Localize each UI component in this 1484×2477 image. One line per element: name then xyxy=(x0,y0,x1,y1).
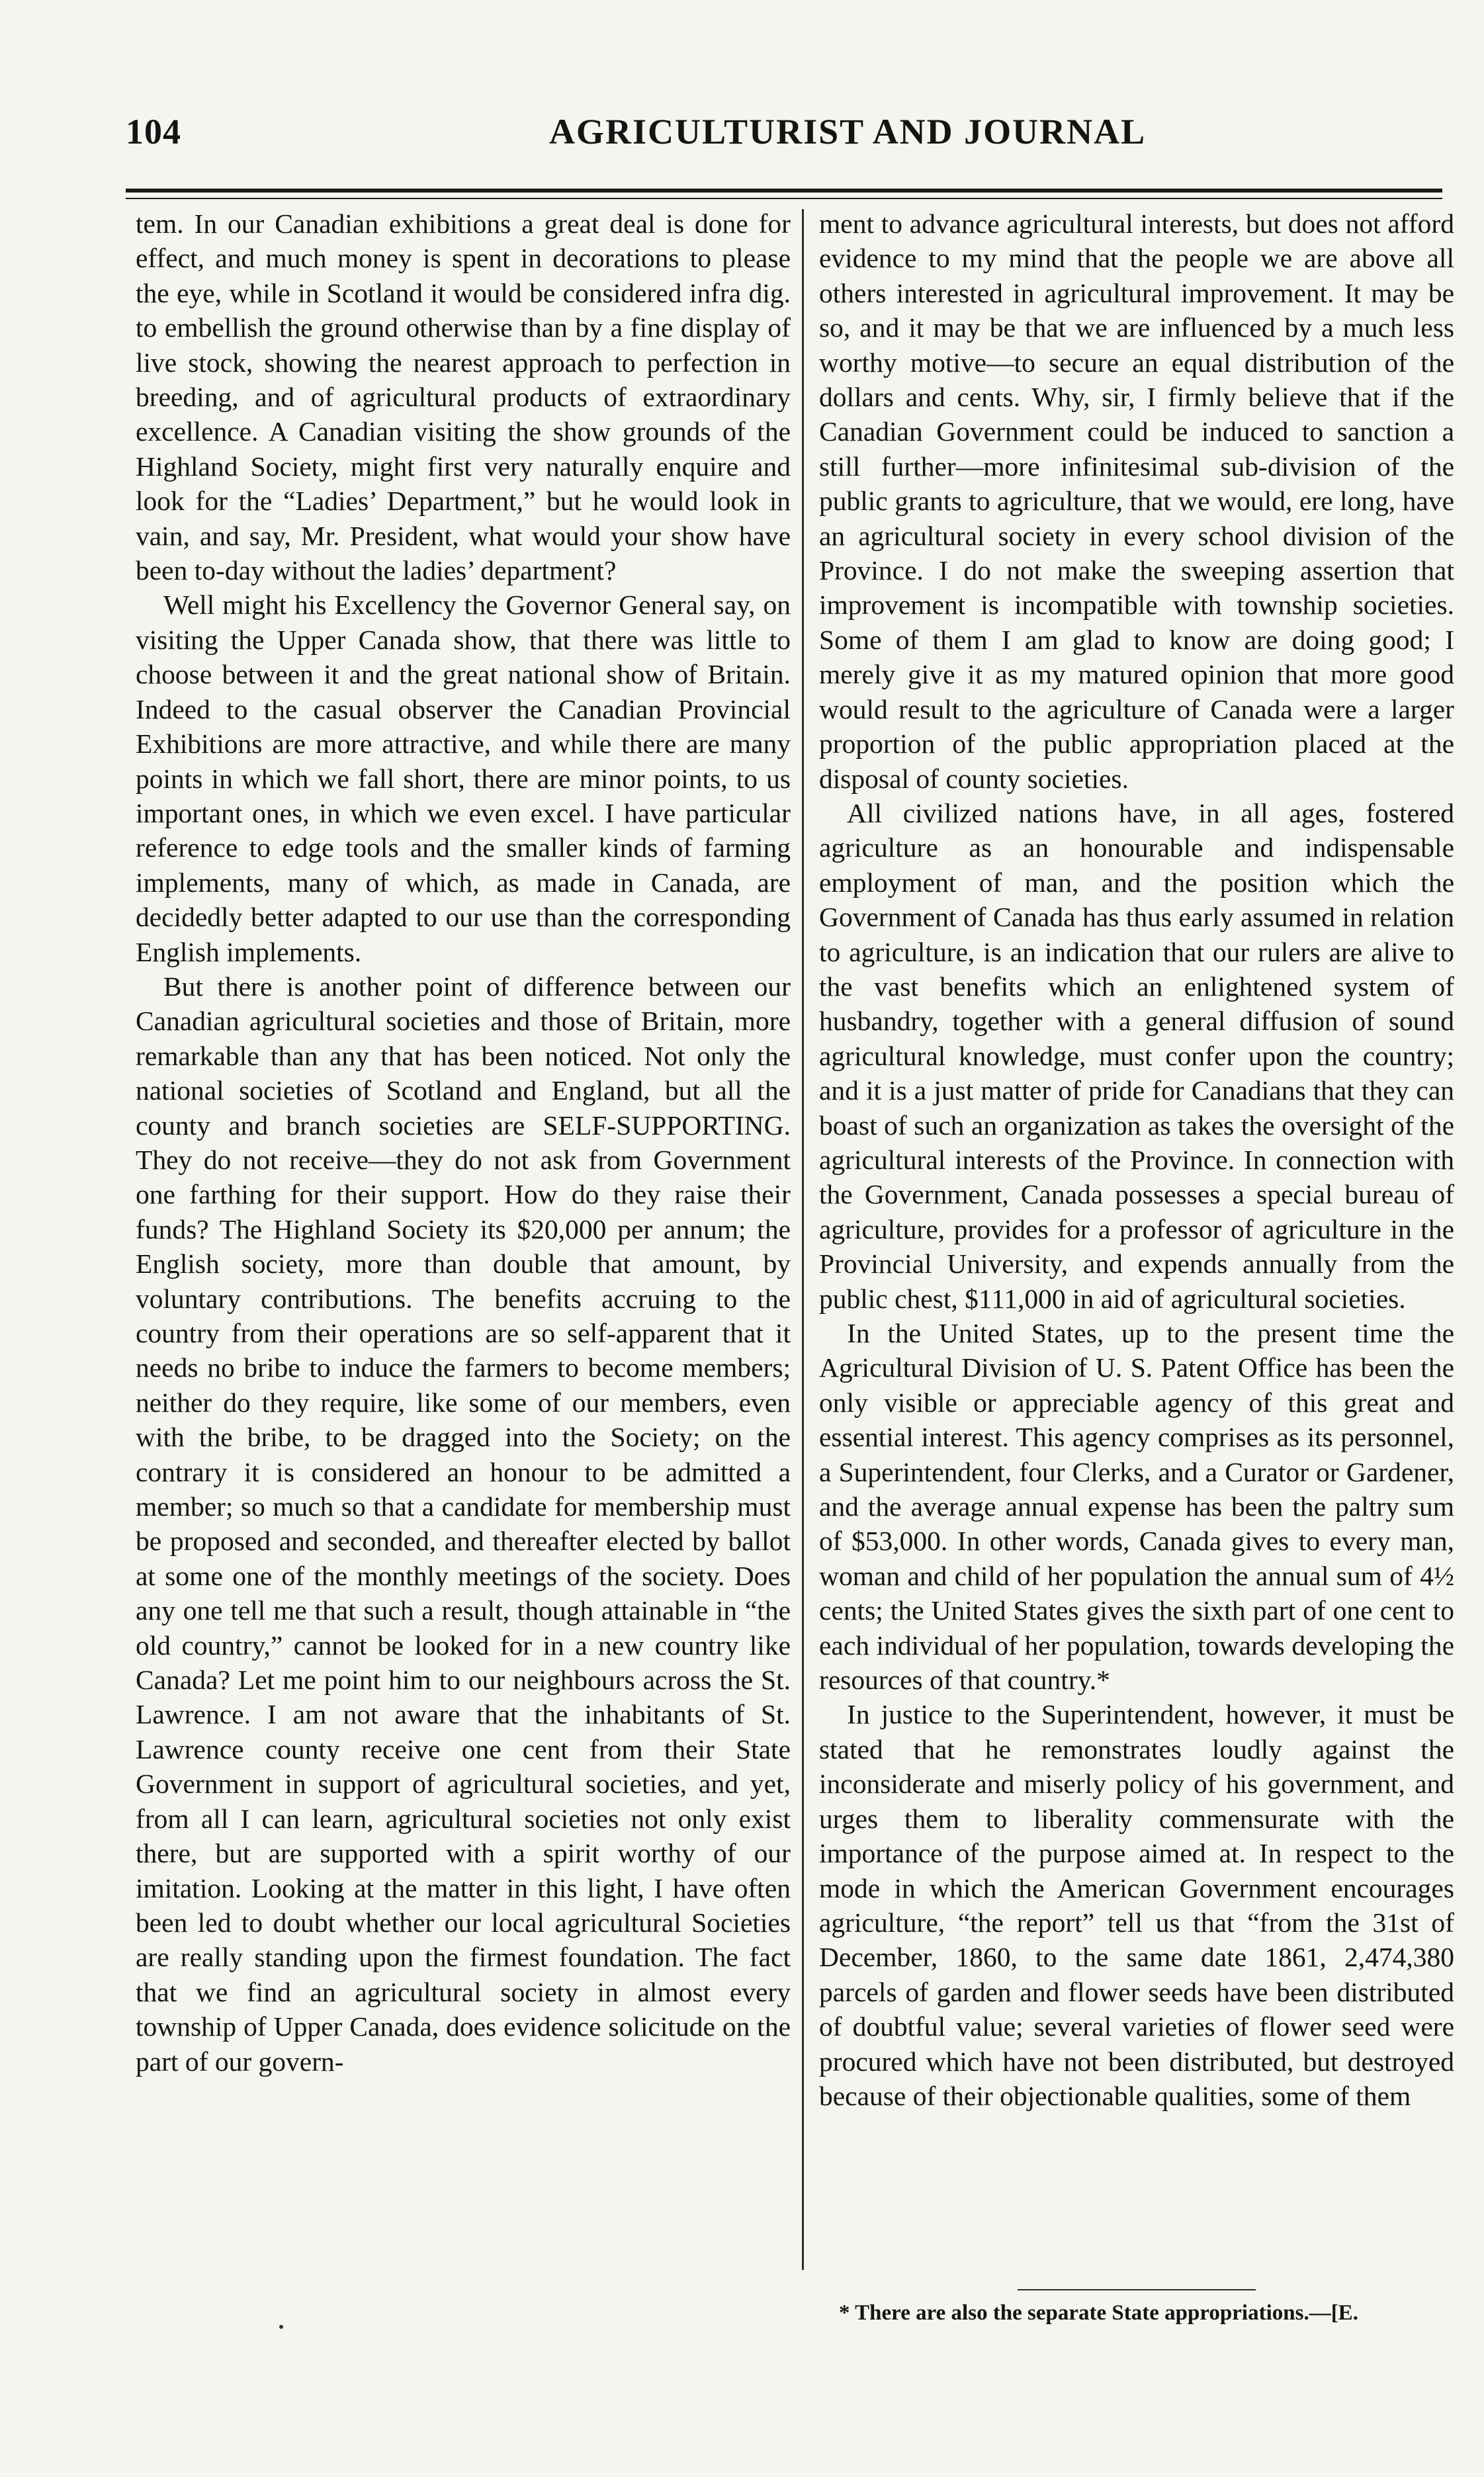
paragraph: Well might his Excellency the Governor General say, on visiting the Upper Canada show, that there was little to choose between it and the great national show of Britain. Indeed to the casual observer the Canadian Provincial Exhibitions are more attractive, and while there are many points in which we fall short, there are minor points, to us important ones, in which we even excel. I have particular reference to edge tools and the smaller kinds of farming implements, many of which, as made in Canada, are decidedly better adapted to our use than the corresponding English implements. xyxy=(136,589,791,967)
paragraph: But there is another point of difference between our Canadian agricultural societies and those of Britain, more remarkable than any that has been noticed. Not only the national societies of Scotland and England, but all the county and branch societies are SELF-SUPPORTING. They do not receive—they do not ask from Government one farthing for their support. How do they raise their funds? The Highland Society its $20,000 per annum; the English society, more than double that amount, by voluntary contributions. The benefits accruing to the country from their operations are so self-apparent that it needs no bribe to induce the farmers to become members; neither do they require, like some of our members, even with the bribe, to be dragged into the Society; on the contrary it is considered an honour to be admitted a member; so much so that a candidate for membership must be proposed and seconded, and thereafter elected by ballot at some one of the monthly meetings of the society. Does any one tell me that such a result, though attainable in “the old country,” cannot be looked for in a new country like Canada? Let me point him to our neighbours across the St. Lawrence. I am not aware that the inhabitants of St. Lawrence county receive one cent from their State Government in support of agricultural societies, and yet, from all I can learn, agricultural societies not only exist there, but are supported with a spirit worthy of our imitation. Looking at the matter in this light, I have often been led to doubt whether our local agricultural Societies are really standing upon the firmest foundation. The fact that we find an agricultural society in almost every township of Upper Canada, does evidence solicitude on the part of our govern- xyxy=(136,971,791,2077)
paragraph: tem. In our Canadian exhibitions a great deal is done for effect, and much money is spent in decorations to please the eye, while in Scotland it would be considered infra dig. to embellish the ground otherwise than by a fine display of live stock, showing the nearest approach to perfection in breeding, and of agricultural products of extraordinary excellence. A Canadian visiting the show grounds of the Highland Society, might first very naturally enquire and look for the “Ladies’ Department,” but he would look in vain, and say, Mr. President, what would your show have been to-day without the ladies’ department? xyxy=(136,208,791,586)
header-rule-thin xyxy=(126,198,1442,199)
running-head: AGRICULTURIST AND JOURNAL xyxy=(549,112,1147,152)
print-mark xyxy=(279,2325,283,2329)
column-divider xyxy=(802,209,804,2270)
paragraph: In the United States, up to the present time the Agricultural Division of U. S. Patent Office has been the only visible or appreciable agency of this great and essential interest. This agency comprises as its personnel, a Superintendent, four Clerks, and a Curator or Gardener, and the average annual expense has been the paltry sum of $53,000. In other words, Canada gives to every man, woman and child of her population the annual sum of 4½ cents; the United States gives the sixth part of one cent to each individual of her population, towards developing the resources of that country.* xyxy=(819,1318,1454,1696)
left-column xyxy=(136,206,791,2079)
header-rule-thick xyxy=(126,189,1442,193)
right-column xyxy=(819,206,1454,2113)
page-header xyxy=(126,111,1442,171)
page-number: 104 xyxy=(126,112,181,152)
paragraph: In justice to the Superintendent, however, it must be stated that he remonstrates loudly against the inconsiderate and miserly policy of his government, and urges them to liberality commensurate with the importance of the purpose aimed at. In respect to the mode in which the American Government encourages agriculture, “the report” tell us that “from the 31st of December, 1860, to the same date 1861, 2,474,380 parcels of garden and flower seeds have been distributed of doubtful value; several varieties of flower seed were procured which have not been distributed, but destroyed because of their objectionable qualities, some of them xyxy=(819,1699,1454,2111)
footnote: * There are also the separate State appropriations.—[E. xyxy=(839,2301,1358,2325)
footnote-area xyxy=(819,2289,1454,2326)
paragraph: All civilized nations have, in all ages, fostered agriculture as an honourable and indispensable employment of man, and the position which the Government of Canada has thus early assumed in relation to agriculture, is an indication that our rulers are alive to the vast benefits which an enlightened system of husbandry, together with a general diffusion of sound agricultural knowledge, must confer upon the country; and it is a just matter of pride for Canadians that they can boast of such an organization as takes the oversight of the agricultural interests of the Province. In connection with the Government, Canada possesses a special bureau of agriculture, provides for a professor of agriculture in the Provincial University, and expends annually from the public chest, $111,000 in aid of agricultural societies. xyxy=(819,797,1454,1314)
paragraph: ment to advance agricultural interests, but does not afford evidence to my mind that the people we are above all others interested in agricultural improvement. It may be so, and it may be that we are influenced by a much less worthy motive—to secure an equal distribution of the dollars and cents. Why, sir, I firmly believe that if the Canadian Government could be induced to sanction a still further—more infinitesimal sub-division of the public grants to agriculture, that we would, ere long, have an agricultural society in every school division of the Province. I do not make the sweeping assertion that improvement is incompatible with township societies. Some of them I am glad to know are doing good; I merely give it as my matured opinion that more good would result to the agriculture of Canada were a larger proportion of the public appropriation placed at the disposal of county societies. xyxy=(819,208,1454,794)
footnote-rule xyxy=(1018,2289,1256,2290)
